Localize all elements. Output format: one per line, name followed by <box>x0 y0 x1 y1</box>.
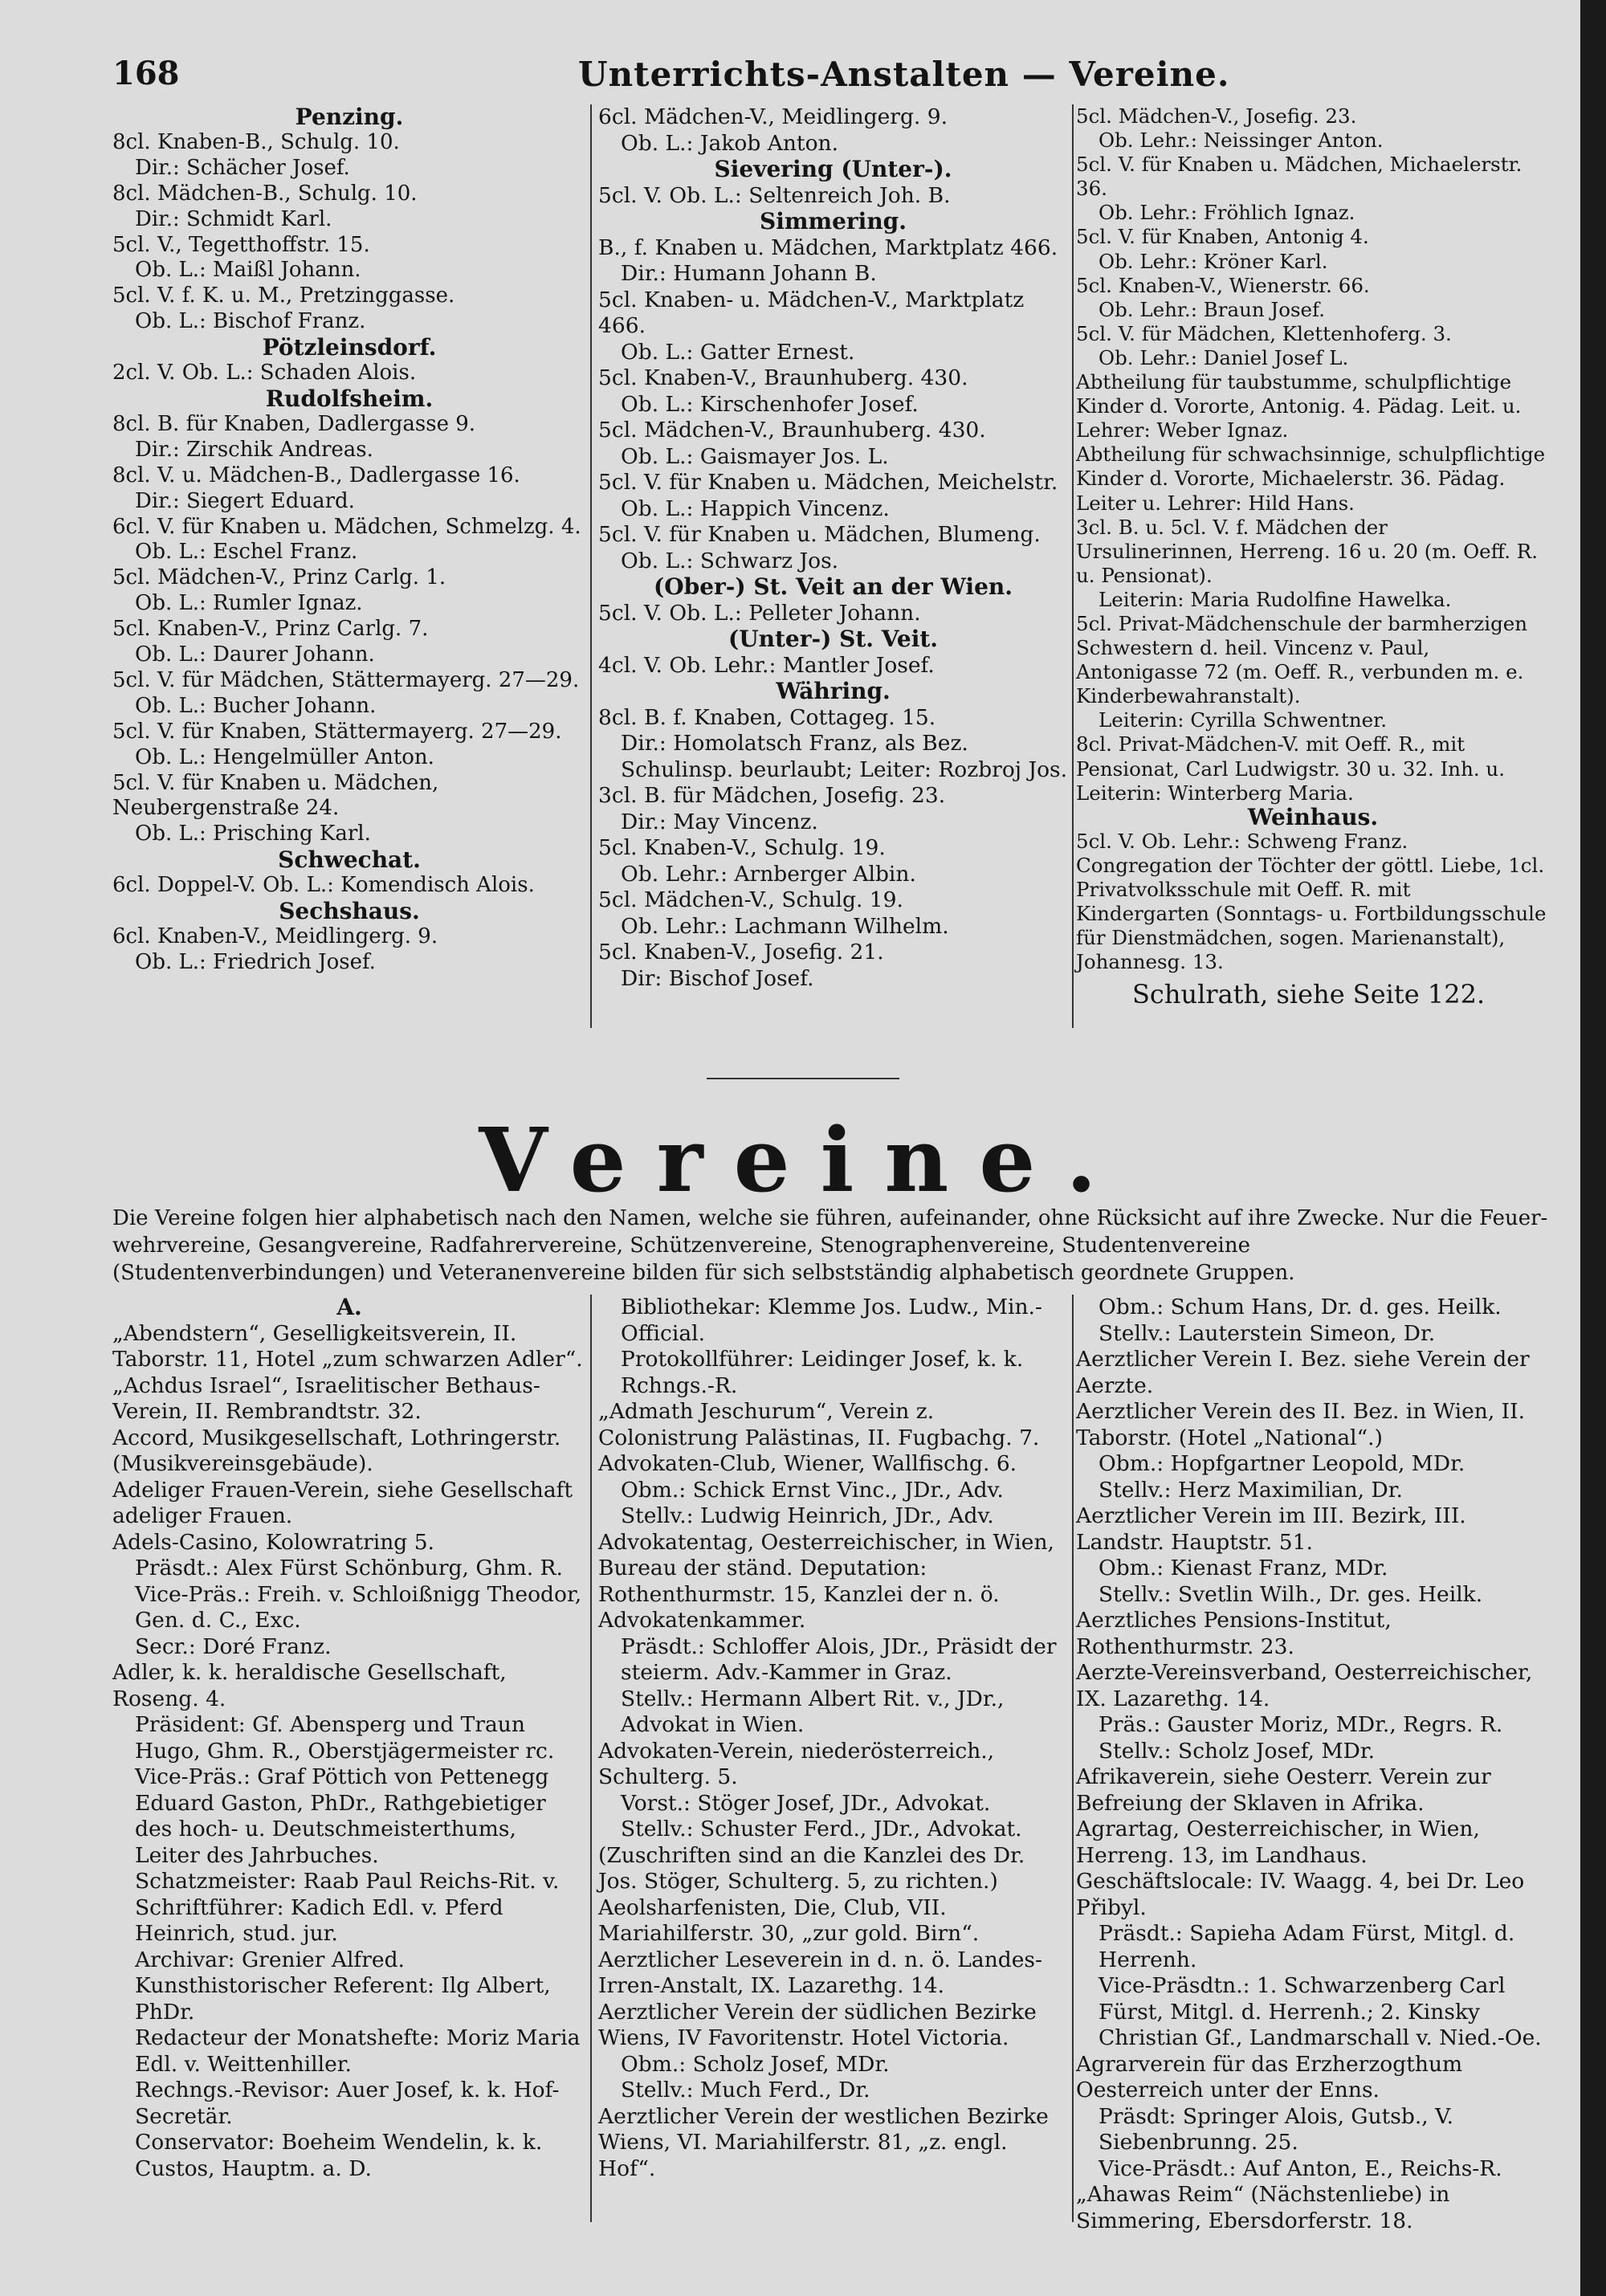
entry-line: Dir.: Homolatsch Franz, als Bez. Schulinsp. beurlaubt; Leiter: Rozbroj Jos. <box>621 731 1068 782</box>
entry-line: 5cl. V. für Knaben u. Mädchen, Neubergenstraße 24. <box>112 770 439 821</box>
entry-line: Aerztlicher Verein des II. Bez. in Wien, II. Taborstr. (Hotel „National“.) <box>1076 1399 1526 1450</box>
entry-line: Aerztlicher Leseverein in d. n. ö. Landes-Irren-Anstalt, IX. Lazarethg. 14. <box>598 1947 1042 1998</box>
entry-line: Ob. L.: Schwarz Jos. <box>621 548 839 573</box>
entry-line: Dir: Bischof Josef. <box>621 965 814 991</box>
entry-line: 5cl. V. für Mädchen, Stättermayerg. 27—29. <box>112 667 580 692</box>
entry-line: Ob. Lehr.: Arnberger Albin. <box>621 861 916 887</box>
entry-line: Obm.: Schum Hans, Dr. d. ges. Heilk. <box>1099 1295 1502 1319</box>
entry-line: Dir.: May Vincenz. <box>621 809 818 834</box>
top-column-1 <box>112 104 586 976</box>
entry-line: „Abendstern“, Geselligkeitsverein, II. Taborstr. 11, Hotel „zum schwarzen Adler“. <box>112 1320 583 1372</box>
entry-line: Ob. Lehr.: Fröhlich Ignaz. <box>1099 201 1355 225</box>
entry-line: Ob. L.: Friedrich Josef. <box>135 949 376 974</box>
entry-line: Aerztliches Pensions-Institut, Rothenthurmstr. 23. <box>1076 1608 1392 1659</box>
locality-heading: Sievering (Unter-). <box>714 156 952 182</box>
entry-line: 6cl. Knaben-V., Meidlingerg. 9. <box>112 924 438 948</box>
entry-line: Ob. L.: Hengelmüller Anton. <box>135 744 434 769</box>
entry-line: Präs.: Gauster Moriz, MDr., Regrs. R. <box>1099 1712 1503 1737</box>
entry-line: Aeolsharfenisten, Die, Club, VII. Mariahilferstr. 30, „zur gold. Birn“. <box>598 1894 980 1946</box>
intro-line: wehrvereine, Gesangvereine, Radfahrervereine, Schützenvereine, Stenographenvereine, Studentenvereine <box>112 1234 1250 1258</box>
intro-line: Die Vereine folgen hier alphabetisch nach den Namen, welche sie führen, aufeinander, ohne Rücksicht auf ihre Zwecke. Nur die Feuer- <box>112 1206 1548 1230</box>
entry-line: 3cl. B. für Mädchen, Josefig. 23. <box>598 783 946 808</box>
entry-line: Aerztlicher Verein der westlichen Bezirke Wiens, VI. Mariahilferstr. 81, „z. engl. Hof“. <box>598 2103 1049 2181</box>
entry-line: Redacteur der Monatshefte: Moriz Maria Edl. v. Weittenhiller. <box>135 2025 581 2077</box>
entry-line: Ob. Lehr.: Lachmann Wilhelm. <box>621 913 949 939</box>
entry-line: Secr.: Doré Franz. <box>135 1633 332 1659</box>
entry-line: Advokatentag, Oesterreichischer, in Wien, Bureau der ständ. Deputation: Rothenthurmstr. 15, Kanzlei der n. ö. Advokatenkammer. <box>598 1529 1054 1633</box>
entry-line: Vice-Präsdtn.: 1. Schwarzenberg Carl Fürst, Mitgl. d. Herrenh.; 2. Kinsky Christian Gf., Landmarschall v. Nied.-Oe. <box>1099 1973 1542 2050</box>
entry-line: Ob. L.: Eschel Franz. <box>135 540 358 565</box>
entry-line: 5cl. Knaben-V., Wienerstr. 66. <box>1076 273 1370 297</box>
entry-line: 5cl. Knaben-V., Josefig. 21. <box>598 940 884 964</box>
entry-line: 8cl. Privat-Mädchen-V. mit Oeff. R., mit Pensionat, Carl Ludwigstr. 30 u. 32. Inh. u. Leiterin: Winterberg Maria. <box>1076 732 1505 805</box>
entry-line: 5cl. Mädchen-V., Schulg. 19. <box>598 887 903 912</box>
entry-line: Vice-Präs.: Freih. v. Schloißnigg Theodor, Gen. d. C., Exc. <box>135 1581 582 1633</box>
page-header <box>112 55 1494 103</box>
entry-line: 5cl. Knaben-V., Braunhuberg. 430. <box>598 365 968 390</box>
entry-line: Vice-Präsdt.: Auf Anton, E., Reichs-R. <box>1099 2155 1502 2181</box>
entry-line: Ob. Lehr.: Braun Josef. <box>1099 297 1326 321</box>
entry-line: Ob. L.: Happich Vincenz. <box>621 495 890 521</box>
cross-reference: Schulrath, siehe Seite 122. <box>1132 979 1486 1010</box>
entry-line: Adeliger Frauen-Verein, siehe Gesellschaft adeliger Frauen. <box>112 1477 573 1528</box>
locality-heading: Rudolfsheim. <box>265 385 434 412</box>
entry-line: Ob. L.: Bucher Johann. <box>135 693 377 718</box>
entry-line: Obm.: Hopfgartner Leopold, MDr. <box>1099 1451 1465 1476</box>
entry-line: 5cl. V. f. K. u. M., Pretzinggasse. <box>112 283 455 308</box>
entry-line: Ob. L.: Gaismayer Jos. L. <box>621 443 889 469</box>
entry-line: Accord, Musikgesellschaft, Lothringerstr. (Musikvereinsgebäude). <box>112 1425 561 1476</box>
entry-line: Congregation der Töchter der göttl. Liebe, 1cl. Privatvolksschule mit Oeff. R. mit Kindergarten (Sonntags- u. Fortbildungsschule für Dienstmädchen, sogen. Marienanstalt), Johannesg. 13. <box>1076 853 1547 974</box>
entry-line: 5cl. V. für Knaben, Antonig 4. <box>1076 225 1369 249</box>
locality-heading: (Ober-) St. Veit an der Wien. <box>654 573 1013 600</box>
entry-line: 5cl. V. Ob. Lehr.: Schweng Franz. <box>1076 829 1408 853</box>
entry-line: Ob. L.: Prisching Karl. <box>135 822 371 846</box>
entry-line: 8cl. V. u. Mädchen-B., Dadlergasse 16. <box>112 463 520 487</box>
entry-line: Protokollführer: Leidinger Josef, k. k. Rchngs.-R. <box>621 1347 1024 1398</box>
entry-line: 5cl. V. für Mädchen, Klettenhoferg. 3. <box>1076 321 1452 345</box>
entry-line: 4cl. V. Ob. Lehr.: Mantler Josef. <box>598 652 935 678</box>
entry-line: Obm.: Kienast Franz, MDr. <box>1099 1556 1388 1580</box>
entry-line: 5cl. Knaben-V., Prinz Carlg. 7. <box>112 617 429 642</box>
entry-line: 8cl. B. für Knaben, Dadlergasse 9. <box>112 411 476 436</box>
entry-line: 5cl. Mädchen-V., Josefig. 23. <box>1076 104 1357 128</box>
entry-line: Stellv.: Schuster Ferd., JDr., Advokat. <box>621 1817 1022 1841</box>
entry-line: Ob. L.: Jakob Anton. <box>621 130 839 156</box>
entry-line: Stellv.: Scholz Josef, MDr. <box>1099 1738 1376 1764</box>
entry-line: Advokaten-Club, Wiener, Wallfischg. 6. <box>598 1451 1017 1476</box>
entry-line: Abtheilung für schwachsinnige, schulpflichtige Kinder d. Vororte, Michaelerstr. 36. Pädag. Leiter u. Lehrer: Hild Hans. <box>1076 442 1546 515</box>
entry-line: Ob. Lehr.: Neissinger Anton. <box>1099 128 1384 153</box>
entry-line: B., f. Knaben u. Mädchen, Marktplatz 466. <box>598 234 1058 260</box>
entry-line: 5cl. V. für Knaben u. Mädchen, Michaelerstr. 36. <box>1076 153 1522 201</box>
entry-line: „Ahawas Reim“ (Nächstenliebe) in Simmering, Ebersdorferstr. 18. <box>1076 2182 1450 2233</box>
entry-line: Ob. L.: Kirschenhofer Josef. <box>621 391 919 417</box>
column-rule <box>590 104 592 1028</box>
entry-line: 5cl. Mädchen-V., Prinz Carlg. 1. <box>112 565 446 590</box>
entry-line: Vice-Präs.: Graf Pöttich von Pettenegg Eduard Gaston, PhDr., Rathgebietiger des hoch- u. Deutschmeisterthums, Leiter des Jahrbuches. <box>135 1764 549 1868</box>
entry-line: 6cl. Mädchen-V., Meidlingerg. 9. <box>598 104 948 129</box>
entry-line: „Achdus Israel“, Israelitischer Bethaus-Verein, II. Rembrandtstr. 32. <box>112 1372 540 1424</box>
locality-heading: (Unter-) St. Veit. <box>728 626 939 652</box>
entry-line: Dir.: Schächer Josef. <box>135 155 350 180</box>
entry-line: Agrarverein für das Erzherzogthum Oesterreich unter der Enns. <box>1076 2051 1463 2102</box>
entry-line: Stellv.: Herz Maximilian, Dr. <box>1099 1477 1403 1503</box>
entry-line: Ob. L.: Bischof Franz. <box>135 309 366 334</box>
entry-line: Präsdt.: Schloffer Alois, JDr., Präsidt der steierm. Adv.-Kammer in Graz. <box>621 1633 1057 1685</box>
entry-line: 5cl. Knaben-V., Schulg. 19. <box>598 835 886 860</box>
entry-line: 8cl. B. f. Knaben, Cottageg. 15. <box>598 704 936 730</box>
locality-heading: Weinhaus. <box>1247 803 1379 830</box>
entry-line: Stellv.: Svetlin Wilh., Dr. ges. Heilk. <box>1099 1581 1483 1607</box>
entry-line: Ob. Lehr.: Daniel Josef L. <box>1099 345 1349 369</box>
locality-heading: Sechshaus. <box>279 898 420 925</box>
entry-line: (Zuschriften sind an die Kanzlei des Dr. Jos. Stöger, Schulterg. 5, zu richten.) <box>598 1842 1025 1894</box>
entry-line: Bibliothekar: Klemme Jos. Ludw., Min.-Official. <box>621 1295 1042 1346</box>
entry-line: 5cl. Privat-Mädchenschule der barmherzigen Schwestern d. heil. Vincenz v. Paul, Antonigasse 72 (m. Oeff. R., verbunden m. e. Kinderbewahranstalt). <box>1076 611 1528 708</box>
entry-line: 5cl. Knaben- u. Mädchen-V., Marktplatz 466. <box>598 287 1025 338</box>
entry-line: Leiterin: Maria Rudolfine Hawelka. <box>1099 587 1452 611</box>
top-column-2 <box>598 104 1068 992</box>
locality-heading: Simmering. <box>760 208 907 234</box>
entry-line: Schriftführer: Kadich Edl. v. Pferd Heinrich, stud. jur. <box>135 1894 503 1946</box>
entry-line: 8cl. Knaben-B., Schulg. 10. <box>112 129 400 154</box>
bottom-column-1 <box>112 1295 586 2182</box>
entry-line: Präsdt.: Sapieha Adam Fürst, Mitgl. d. Herrenh. <box>1099 1921 1515 1972</box>
entry-line: 6cl. V. für Knaben u. Mädchen, Schmelzg. 4. <box>112 514 581 539</box>
top-column-3 <box>1076 104 1550 1010</box>
entry-line: Ob. L.: Daurer Johann. <box>135 642 375 667</box>
entry-line: Schatzmeister: Raab Paul Reichs-Rit. v. <box>135 1869 560 1894</box>
entry-line: Afrikaverein, siehe Oesterr. Verein zur Befreiung der Sklaven in Afrika. <box>1076 1764 1491 1816</box>
entry-line: 8cl. Mädchen-B., Schulg. 10. <box>112 181 418 206</box>
entry-line: 5cl. V. Ob. L.: Seltenreich Joh. B. <box>598 182 951 208</box>
section-divider <box>707 1078 899 1079</box>
entry-line: Obm.: Scholz Josef, MDr. <box>621 2051 890 2077</box>
locality-heading: Währing. <box>776 678 891 704</box>
entry-line: „Admath Jeschurum“, Verein z. Colonistrung Palästinas, II. Fugbachg. 7. <box>598 1399 1040 1450</box>
entry-line: Ob. Lehr.: Kröner Karl. <box>1099 249 1328 273</box>
column-rule <box>590 1295 592 2222</box>
entry-line: Stellv.: Much Ferd., Dr. <box>621 2078 870 2102</box>
column-rule <box>1072 104 1074 1028</box>
entry-line: Dir.: Zirschik Andreas. <box>135 437 373 462</box>
entry-line: 5cl. V. für Knaben u. Mädchen, Meichelstr. <box>598 470 1058 495</box>
entry-line: Ob. L.: Rumler Ignaz. <box>135 591 363 616</box>
entry-line: Stellv.: Ludwig Heinrich, JDr., Adv. <box>621 1503 994 1528</box>
entry-line: Ob. L.: Gatter Ernest. <box>621 339 855 365</box>
entry-line: 5cl. V. für Knaben u. Mädchen, Blumeng. <box>598 522 1041 547</box>
entry-line: Präsdt: Springer Alois, Gutsb., V. Siebenbrunng. 25. <box>1099 2103 1454 2155</box>
entry-line: 5cl. Mädchen-V., Braunhuberg. 430. <box>598 418 986 442</box>
entry-line: Adels-Casino, Kolowratring 5. <box>112 1529 434 1555</box>
locality-heading: Penzing. <box>295 104 404 130</box>
entry-line: Archivar: Grenier Alfred. <box>135 1947 405 1972</box>
entry-line: Agrartag, Oesterreichischer, in Wien, Herreng. 13, im Landhaus. Geschäftslocale: IV. Waagg. 4, bei Dr. Leo Přibyl. <box>1076 1817 1525 1920</box>
entry-line: Aerztlicher Verein im III. Bezirk, III. Landstr. Hauptstr. 51. <box>1076 1503 1466 1555</box>
entry-line: 5cl. V., Tegetthoffstr. 15. <box>112 232 370 257</box>
entry-line: Aerztlicher Verein der südlichen Bezirke Wiens, IV Favoritenstr. Hotel Victoria. <box>598 1999 1037 2050</box>
entry-line: Ob. L.: Maißl Johann. <box>135 258 361 283</box>
entry-line: 3cl. B. u. 5cl. V. f. Mädchen der Ursulinerinnen, Herreng. 16 u. 20 (m. Oeff. R. u. Pensionat). <box>1076 515 1539 587</box>
entry-line: 2cl. V. Ob. L.: Schaden Alois. <box>112 361 417 385</box>
entry-line: Advokaten-Verein, niederösterreich., Schulterg. 5. <box>598 1738 995 1789</box>
locality-heading: Schwechat. <box>278 846 421 874</box>
entry-line: Leiterin: Cyrilla Schwentner. <box>1099 708 1387 732</box>
entry-line: Abtheilung für taubstumme, schulpflichtige Kinder d. Vororte, Antonig. 4. Pädag. Leit. u. Lehrer: Weber Ignaz. <box>1076 370 1522 442</box>
entry-line: Dir.: Humann Johann B. <box>621 261 877 286</box>
running-title: Unterrichts-Anstalten — Vereine. <box>578 55 1230 94</box>
entry-line: Obm.: Schick Ernst Vinc., JDr., Adv. <box>621 1477 1004 1503</box>
entry-line: Aerztlicher Verein I. Bez. siehe Verein der Aerzte. <box>1076 1347 1530 1398</box>
locality-heading: Pötzleinsdorf. <box>262 334 437 361</box>
entry-line: Vorst.: Stöger Josef, JDr., Advokat. <box>621 1790 991 1816</box>
page-number: 168 <box>112 55 180 92</box>
bottom-column-2 <box>598 1295 1068 2182</box>
section-intro <box>112 1205 1550 1287</box>
entry-line: Conservator: Boeheim Wendelin, k. k. Custos, Hauptm. a. D. <box>135 2130 543 2181</box>
entry-line: 5cl. V. Ob. L.: Pelleter Johann. <box>598 600 921 626</box>
entry-line: Adler, k. k. heraldische Gesellschaft, Roseng. 4. <box>112 1660 507 1711</box>
entry-line: Rechngs.-Revisor: Auer Josef, k. k. Hof-Secretär. <box>135 2078 560 2129</box>
entry-line: Präsident: Gf. Abensperg und Traun Hugo, Ghm. R., Oberstjägermeister rc. <box>135 1712 555 1764</box>
intro-line: (Studentenverbindungen) und Veteranenvereine bilden für sich selbstständig alphabetisch geordnete Gruppen. <box>112 1261 1295 1285</box>
entry-line: 5cl. V. für Knaben, Stättermayerg. 27—29. <box>112 719 562 744</box>
entry-line: Präsdt.: Alex Fürst Schönburg, Ghm. R. <box>135 1556 563 1580</box>
entry-line: Kunsthistorischer Referent: Ilg Albert, PhDr. <box>135 1973 551 2025</box>
entry-line: Stellv.: Lauterstein Simeon, Dr. <box>1099 1320 1436 1346</box>
locality-heading: A. <box>336 1294 362 1320</box>
bottom-column-3 <box>1076 1295 1550 2234</box>
entry-line: Dir.: Siegert Eduard. <box>135 488 355 513</box>
entry-line: Stellv.: Hermann Albert Rit. v., JDr., Advokat in Wien. <box>621 1686 1005 1737</box>
entry-line: Aerzte-Vereinsverband, Oesterreichischer, IX. Lazarethg. 14. <box>1076 1660 1533 1711</box>
column-rule <box>1072 1295 1074 2222</box>
entry-line: 6cl. Doppel-V. Ob. L.: Komendisch Alois. <box>112 873 535 898</box>
entry-line: Dir.: Schmidt Karl. <box>135 206 332 231</box>
section-title: Vereine. <box>479 1108 1127 1212</box>
